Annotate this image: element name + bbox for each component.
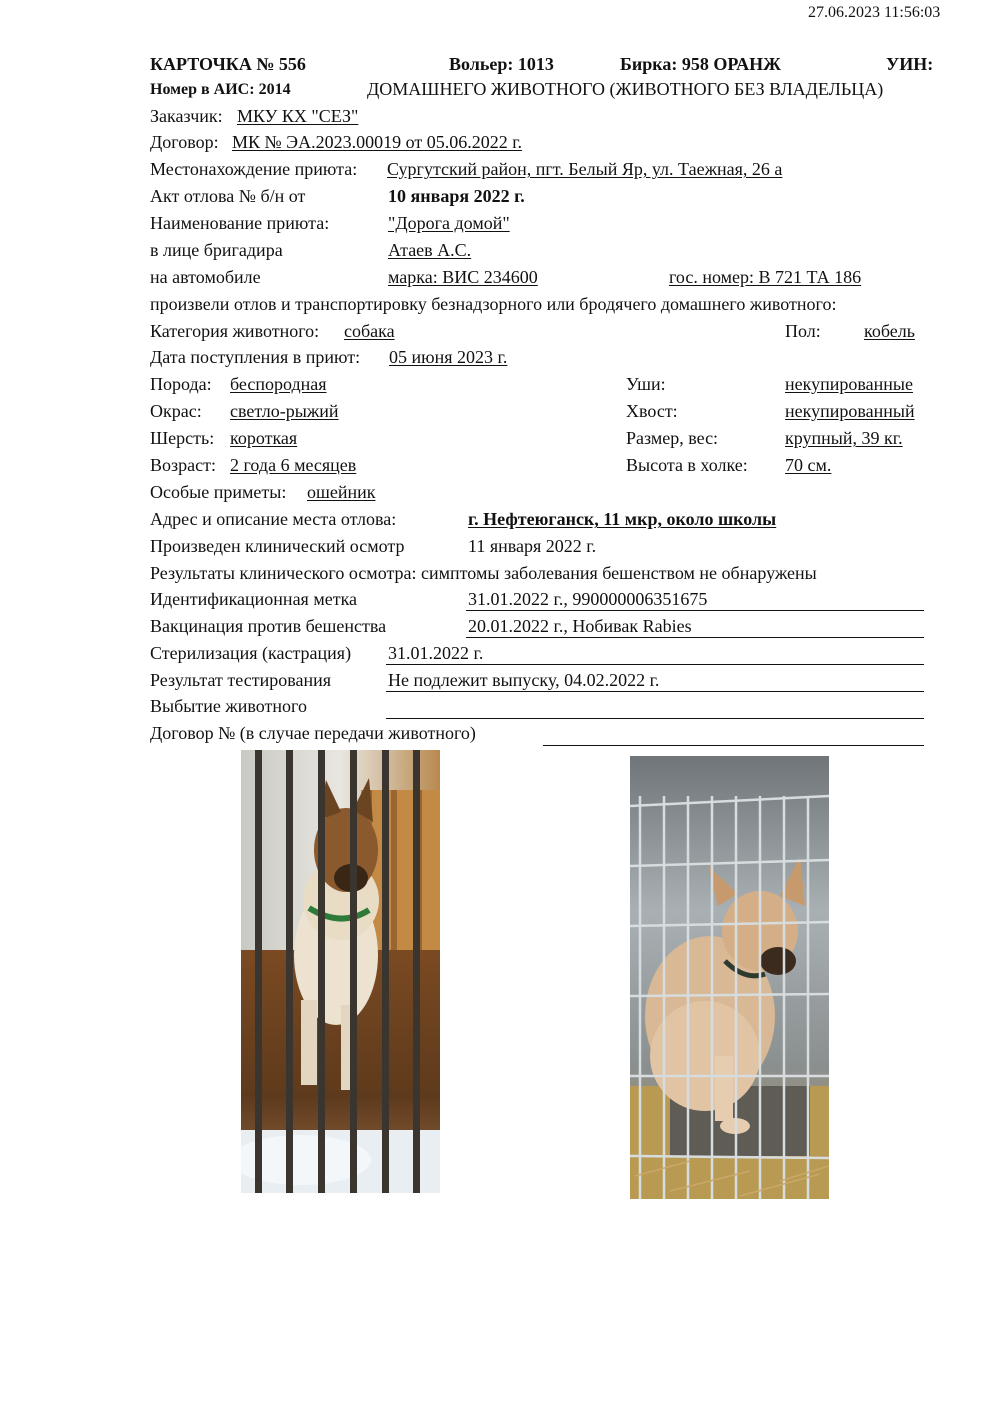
act-value: 10 января 2022 г.	[388, 186, 525, 206]
transfer-contract-line	[543, 745, 924, 746]
capture-address-label: Адрес и описание места отлова:	[150, 509, 397, 529]
test-value: Не подлежит выпуску, 04.02.2022 г.	[388, 670, 660, 690]
tail-label: Хвост:	[626, 401, 678, 421]
location-label: Местонахождение приюта:	[150, 159, 358, 179]
transfer-contract-label: Договор № (в случае передачи животного)	[150, 723, 476, 743]
performed-text: произвели отлов и транспортировку безнадзорного или бродячего домашнего животного:	[150, 294, 837, 314]
id-mark-line	[466, 610, 924, 611]
coat-label: Шерсть:	[150, 428, 215, 448]
tag-number: Бирка: 958 ОРАНЖ	[620, 54, 781, 74]
sex-value: кобель	[864, 321, 915, 341]
breed-value: беспородная	[230, 374, 327, 394]
departure-label: Выбытие животного	[150, 696, 307, 716]
contract-value: МК № ЭА.2023.00019 от 05.06.2022 г.	[232, 132, 523, 152]
capture-address-value: г. Нефтеюганск, 11 мкр, около школы	[468, 509, 777, 529]
height-value: 70 см.	[785, 455, 832, 475]
ears-label: Уши:	[626, 374, 666, 394]
category-value: собака	[344, 321, 395, 341]
dog-photo-enclosure-image	[241, 750, 440, 1193]
id-mark-label: Идентификационная метка	[150, 589, 358, 609]
ears-value: некупированные	[785, 374, 913, 394]
dog-photo-cage	[630, 756, 829, 1199]
sterilization-line	[386, 664, 924, 665]
print-timestamp: 27.06.2023 11:56:03	[808, 4, 941, 21]
size-value: крупный, 39 кг.	[785, 428, 903, 448]
breed-label: Порода:	[150, 374, 212, 394]
sterilization-label: Стерилизация (кастрация)	[150, 643, 352, 663]
customer-label: Заказчик:	[150, 106, 223, 126]
exam-label: Произведен клинический осмотр	[150, 536, 405, 556]
vehicle-plate: гос. номер: В 721 ТА 186	[669, 267, 862, 287]
departure-line	[386, 718, 924, 719]
id-mark-value: 31.01.2022 г., 990000006351675	[468, 589, 708, 609]
card-number: КАРТОЧКА № 556	[150, 54, 306, 74]
tail-value: некупированный	[785, 401, 915, 421]
location-value: Сургутский район, пгт. Белый Яр, ул. Таежная, 26 а	[387, 159, 783, 179]
coat-value: короткая	[230, 428, 298, 448]
age-label: Возраст:	[150, 455, 216, 475]
vehicle-label: на автомобиле	[150, 267, 261, 287]
test-line	[386, 691, 924, 692]
ais-number: Номер в АИС: 2014	[150, 81, 291, 98]
vaccine-value: 20.01.2022 г., Нобивак Rabies	[468, 616, 692, 636]
vaccine-line	[466, 637, 924, 638]
age-value: 2 года 6 месяцев	[230, 455, 357, 475]
dog-photo-enclosure	[241, 750, 440, 1193]
act-label: Акт отлова № б/н от	[150, 186, 306, 206]
enclosure-number: Вольер: 1013	[449, 54, 554, 74]
vehicle-model: марка: ВИС 234600	[388, 267, 538, 287]
dog-photo-cage-image	[630, 756, 829, 1199]
brigadier-label: в лице бригадира	[150, 240, 283, 260]
sex-label: Пол:	[785, 321, 821, 341]
exam-result-text: Результаты клинического осмотра: симптомы заболевания бешенством не обнаружены	[150, 563, 817, 583]
uin-label: УИН:	[886, 54, 934, 74]
color-label: Окрас:	[150, 401, 202, 421]
arrival-label: Дата поступления в приют:	[150, 347, 361, 367]
customer-value: МКУ КХ "СЕЗ"	[237, 106, 359, 126]
size-label: Размер, вес:	[626, 428, 719, 448]
vaccine-label: Вакцинация против бешенства	[150, 616, 387, 636]
arrival-value: 05 июня 2023 г.	[389, 347, 508, 367]
contract-label: Договор:	[150, 132, 219, 152]
marks-label: Особые приметы:	[150, 482, 287, 502]
shelter-value: "Дорога домой"	[388, 213, 510, 233]
marks-value: ошейник	[307, 482, 376, 502]
test-label: Результат тестирования	[150, 670, 331, 690]
height-label: Высота в холке:	[626, 455, 748, 475]
brigadier-value: Атаев А.С.	[388, 240, 472, 260]
exam-value: 11 января 2022 г.	[468, 536, 597, 556]
category-label: Категория животного:	[150, 321, 320, 341]
color-value: светло-рыжий	[230, 401, 339, 421]
card-subtitle: ДОМАШНЕГО ЖИВОТНОГО (ЖИВОТНОГО БЕЗ ВЛАДЕЛЬЦА)	[367, 79, 884, 99]
sterilization-value: 31.01.2022 г.	[388, 643, 484, 663]
shelter-label: Наименование приюта:	[150, 213, 330, 233]
